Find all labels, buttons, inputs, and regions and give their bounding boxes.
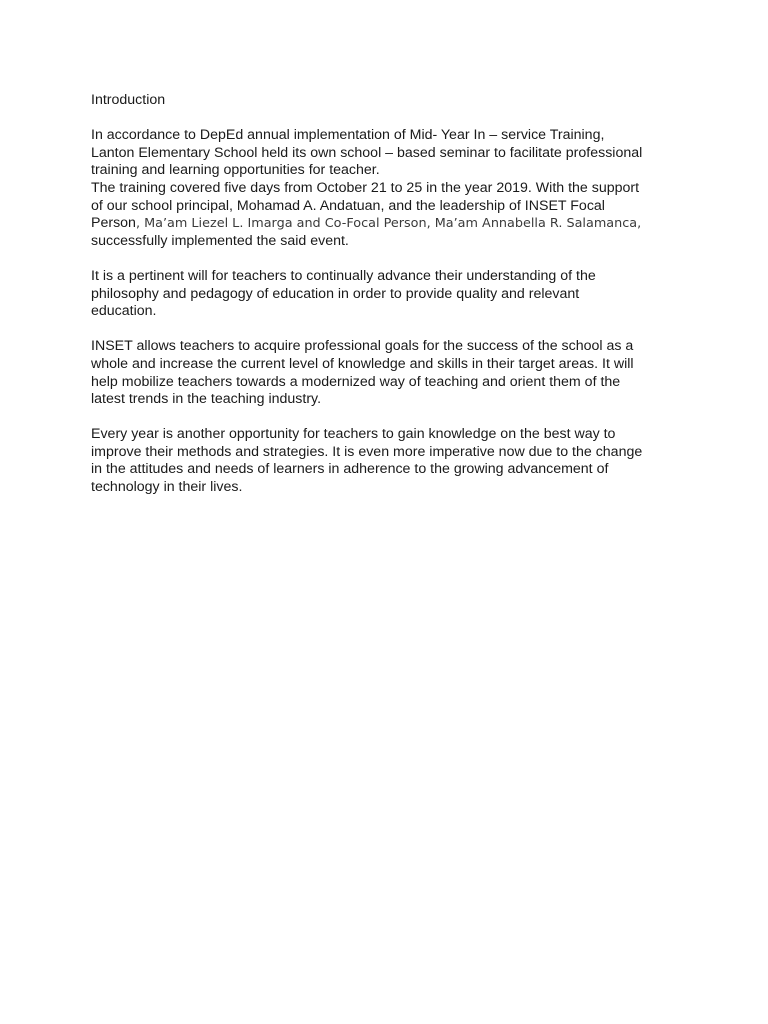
- paragraph-2: [91, 268, 691, 321]
- paragraph-1-line-6-b: , Ma’am Liezel L. Imarga and Co-Focal Person, Ma’am Annabella R. Salamanca,: [135, 216, 642, 232]
- paragraph-1-line-4: The training covered five days from October 21 to 25 in the year 2019. With the support: [91, 179, 640, 196]
- paragraph-1-line-7: successfully implemented the said event.: [91, 232, 349, 249]
- paragraph-3-line-1: INSET allows teachers to acquire professional goals for the success of the school as a: [91, 338, 634, 355]
- paragraph-1-line-6-a: Person: [91, 215, 136, 232]
- paragraph-3: [91, 338, 691, 408]
- paragraph-2-line-3: education.: [91, 303, 157, 320]
- paragraph-4-line-4: technology in their lives.: [91, 479, 243, 496]
- paragraph-1-line-2: Lanton Elementary School held its own school – based seminar to facilitate professional: [91, 144, 643, 161]
- paragraph-2-line-1: It is a pertinent will for teachers to continually advance their understanding of the: [91, 267, 596, 284]
- document-body: [91, 92, 691, 497]
- paragraph-1: [91, 127, 691, 250]
- paragraph-1-line-5: of our school principal, Mohamad A. Andatuan, and the leadership of INSET Focal: [91, 197, 605, 214]
- paragraph-4-line-1: Every year is another opportunity for teachers to gain knowledge on the best way to: [91, 426, 616, 443]
- paragraph-2-line-2: philosophy and pedagogy of education in order to provide quality and relevant: [91, 285, 580, 302]
- paragraph-4-line-2: improve their methods and strategies. It is even more imperative now due to the change: [91, 443, 643, 460]
- paragraph-4: [91, 426, 691, 496]
- paragraph-3-line-2: whole and increase the current level of knowledge and skills in their target areas. It will: [91, 355, 634, 372]
- paragraph-1-line-6: [91, 215, 691, 233]
- paragraph-3-line-3: help mobilize teachers towards a modernized way of teaching and orient them of the: [91, 373, 621, 390]
- section-heading: Introduction: [91, 92, 166, 108]
- paragraph-1-line-3: training and learning opportunities for teacher.: [91, 162, 380, 179]
- paragraph-3-line-4: latest trends in the teaching industry.: [91, 391, 322, 408]
- paragraph-1-line-1: In accordance to DepEd annual implementation of Mid- Year In – service Training,: [91, 127, 605, 144]
- paragraph-4-line-3: in the attitudes and needs of learners in adherence to the growing advancement of: [91, 461, 609, 478]
